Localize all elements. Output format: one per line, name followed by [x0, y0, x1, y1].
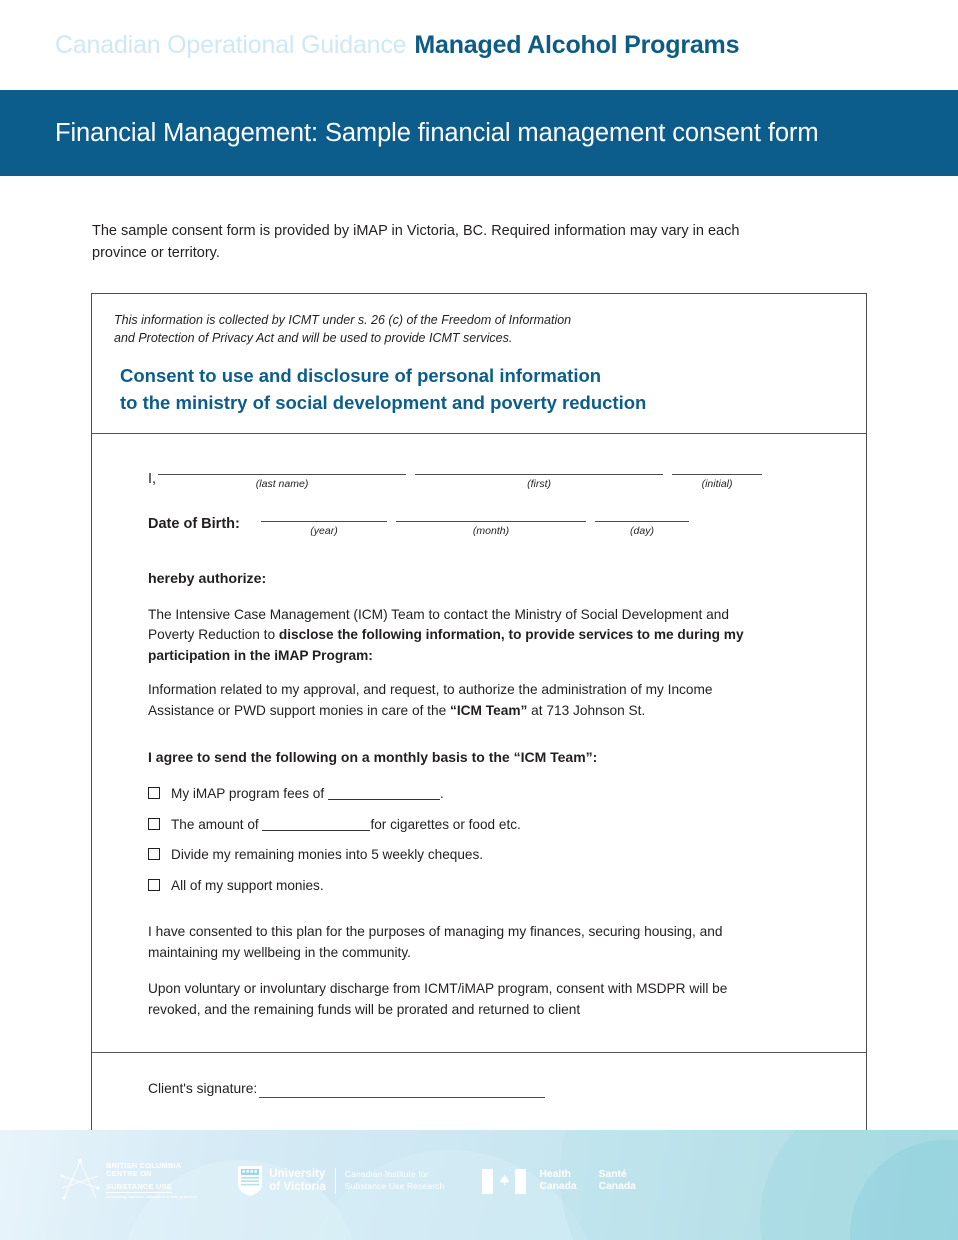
- initial-field[interactable]: [672, 460, 762, 493]
- health-canada-en-line-1: Health: [539, 1168, 571, 1180]
- dob-day-rule[interactable]: [595, 507, 689, 522]
- checkbox-icon[interactable]: [148, 818, 160, 830]
- dob-year-caption: (year): [310, 524, 338, 537]
- information-text-normal: Information related to my approval, and request, to authorize the administration of my Income Assistance or PWD support monies in care of the: [148, 682, 713, 718]
- page-title-banner: [0, 90, 958, 176]
- checkbox-icon[interactable]: [148, 848, 160, 860]
- checkbox-icon[interactable]: [148, 879, 160, 891]
- collection-notice: [114, 311, 844, 347]
- client-signature-rule[interactable]: [259, 1084, 545, 1098]
- checklist-item-after: .: [439, 786, 444, 802]
- first-name-field[interactable]: [415, 460, 663, 493]
- logo-separator: [335, 1168, 336, 1194]
- dob-month-caption: (month): [472, 524, 510, 537]
- health-canada-fr-line-2: Canada: [598, 1181, 636, 1192]
- consent-form-box: [91, 293, 867, 1182]
- checklist-item-text: [171, 815, 521, 835]
- date-of-birth-label: Date of Birth:: [148, 515, 240, 532]
- client-signature-label: Client's signature:: [148, 1080, 258, 1096]
- checklist-item-after: for cigarettes or food etc.: [370, 816, 521, 832]
- amount-blank[interactable]: [262, 818, 370, 831]
- agreement-heading: I agree to send the following on a monthly basis to the “ICM Team”:: [148, 749, 598, 766]
- uvic-cisur-logo: [237, 1165, 444, 1197]
- cisur-line-1: Canadian Institute for: [344, 1169, 429, 1180]
- dob-month-rule[interactable]: [396, 507, 586, 522]
- collection-notice-line-2: and Protection of Privacy Act and will be used to provide ICMT services.: [114, 331, 513, 346]
- name-field-row: [148, 460, 844, 493]
- dob-year-field[interactable]: [261, 507, 387, 540]
- checklist-item[interactable]: [148, 784, 844, 804]
- health-canada-logo: [482, 1169, 657, 1194]
- bccsu-line-2: CENTRE ON: [106, 1168, 152, 1178]
- first-name-rule[interactable]: [415, 460, 663, 475]
- form-header-section: [92, 294, 866, 433]
- bccsu-line-1: BRITISH COLUMBIA: [106, 1160, 182, 1170]
- bccsu-logo: [58, 1158, 197, 1204]
- consent-heading-line-1: Consent to use and disclosure of personal information: [120, 365, 602, 387]
- bccsu-tagline: Advancing research, education & care practices: [106, 1195, 198, 1200]
- health-canada-wordmark-en: [539, 1169, 576, 1193]
- page-footer: [0, 1130, 958, 1240]
- canada-flag-icon: [482, 1169, 526, 1194]
- cisur-line-2: Substance Use Research: [344, 1181, 445, 1191]
- collection-notice-line-1: This information is collected by ICMT under s. 26 (c) of the Freedom of Information: [114, 313, 572, 327]
- initial-caption: (initial): [701, 477, 733, 490]
- bccsu-mark-icon: [58, 1158, 102, 1204]
- checklist-item[interactable]: [148, 845, 844, 865]
- first-name-caption: (first): [527, 477, 552, 490]
- checklist-item-text: Divide my remaining monies into 5 weekly cheques.: [171, 847, 484, 863]
- monthly-options-checklist: [148, 784, 844, 896]
- discharge-paragraph: Upon voluntary or involuntary discharge from ICMT/iMAP program, consent with MSDPR will be revoked, and the remaining funds will be prorated and returned to client: [148, 981, 728, 1017]
- client-signature-row: [148, 1081, 844, 1098]
- page-title: Financial Management: Sample financial management consent form: [55, 118, 819, 147]
- document-header: [0, 0, 958, 90]
- last-name-caption: (last name): [255, 477, 309, 490]
- authorization-text-bold: disclose the following information, to provide services to me during my participation in the iMAP Program:: [148, 627, 744, 663]
- hereby-authorize-label: hereby authorize:: [148, 571, 267, 588]
- authorization-text-normal: The Intensive Case Management (ICM) Team to contact the Ministry of Social Development and Poverty Reduction to: [148, 606, 729, 643]
- checklist-item-before: My iMAP program fees of: [171, 786, 328, 802]
- cisur-wordmark: [345, 1169, 445, 1192]
- last-name-field[interactable]: [158, 460, 406, 493]
- dob-year-rule[interactable]: [261, 507, 387, 522]
- consent-heading-line-2: to the ministry of social development and poverty reduction: [120, 392, 647, 414]
- checklist-item-text: All of my support monies.: [171, 877, 324, 893]
- i-label: I,: [148, 470, 157, 487]
- checklist-item[interactable]: [148, 815, 844, 835]
- health-canada-fr-line-1: Santé: [598, 1168, 627, 1180]
- health-canada-wordmark-fr: [599, 1169, 636, 1193]
- checklist-item-text: [171, 784, 444, 804]
- dob-day-field[interactable]: [595, 507, 689, 540]
- flag-maple-leaf: [493, 1169, 515, 1194]
- checkbox-icon[interactable]: [148, 787, 160, 799]
- intro-paragraph: The sample consent form is provided by iMAP in Victoria, BC. Required information may vary in each province or territory.: [92, 223, 740, 262]
- icm-team-emphasis: “ICM Team”: [450, 702, 528, 718]
- series-title: Canadian Operational Guidance: [55, 30, 407, 59]
- flag-bar-right: [515, 1169, 526, 1194]
- bccsu-wordmark: [106, 1162, 197, 1200]
- dob-day-caption: (day): [630, 524, 654, 537]
- program-title: Managed Alcohol Programs: [414, 30, 740, 59]
- consent-purpose-paragraph: I have consented to this plan for the purposes of managing my finances, securing housing, and maintaining my wellbeing in the community.: [148, 923, 723, 960]
- uvic-wordmark: [269, 1168, 325, 1194]
- maple-leaf-icon: [497, 1174, 512, 1189]
- uvic-shield-icon: [237, 1165, 263, 1197]
- footer-logo-strip: [58, 1158, 658, 1204]
- flag-bar-left: [482, 1169, 493, 1194]
- checklist-item[interactable]: [148, 876, 844, 896]
- information-paragraph: [148, 680, 748, 721]
- information-text-tail: at 713 Johnson St.: [527, 702, 646, 718]
- form-body-section: [92, 434, 866, 1052]
- date-of-birth-row: [148, 507, 844, 540]
- checklist-item-before: The amount of: [171, 816, 263, 832]
- initial-rule[interactable]: [672, 460, 762, 475]
- dob-month-field[interactable]: [396, 507, 586, 540]
- bccsu-line-3: SUBSTANCE USE: [106, 1182, 172, 1192]
- fee-amount-blank[interactable]: [328, 787, 440, 800]
- health-canada-en-line-2: Canada: [539, 1181, 577, 1192]
- authorization-paragraph: [148, 605, 748, 667]
- last-name-rule[interactable]: [158, 460, 406, 475]
- uvic-line-2: of Victoria: [269, 1180, 326, 1193]
- consent-heading: [120, 363, 844, 417]
- uvic-line-1: University: [269, 1167, 326, 1181]
